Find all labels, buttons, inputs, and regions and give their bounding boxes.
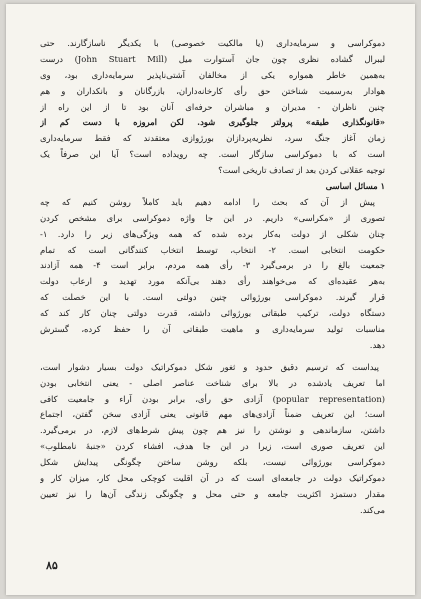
text-line: به‌همین خاطر همواره یکی از مخالفان آشتی‌ناپذیر سرمایه‌داری بود، وی <box>40 69 385 80</box>
text-line: دموکراسی بورژوائی نیست، بلکه روشن ساختن چگونگی پیدایش شکل <box>40 457 385 468</box>
page-number: ۸۵ <box>46 559 58 572</box>
text-line: چنان شکلی از دولت به‌کار برده شده که همه ویژگی‌های زیر را دارد. ۱- <box>40 228 385 239</box>
text-line: پیش از آن که بحث را ادامه دهیم باید کاملاً روشن کنیم که چه <box>40 196 375 207</box>
text-line: به‌هر عقیده‌ای که می‌خواهند رأی دهند بی‌آنکه مورد تهدید و ارعاب دولت <box>40 276 385 287</box>
text-line: داشتن، سازماندهی و نوشتن را نیز هم چون پیش شرط‌های لازم، در برمی‌گیرد. <box>40 425 385 436</box>
text-line: چنین ناظران - مدیران و مباشران حرفه‌ای آنان بود تا از این راه از <box>40 101 385 112</box>
paragraph-1 <box>40 36 385 179</box>
text-line: هوادار به‌رسمیت شناختن حق رأی کارخانه‌داران، بازرگانان و بانکداران و هم <box>40 85 385 96</box>
paragraph-3 <box>40 360 385 519</box>
text-line: دهد. <box>369 339 385 350</box>
text-line: توجیه عقلانی کردن بعد از تصادف تاریخی است؟ <box>218 165 385 176</box>
text-line: این تعریف صوری است، زیرا در این جا هدف، افشاء کردن «جنبهٔ نامطلوب» <box>40 441 385 452</box>
page-text <box>40 36 385 519</box>
text-line: (popular representation) آزادی حق رأی، برابر بودن آراء و جامعیت کافی <box>40 393 385 404</box>
text-line: حکومت انتخابی است. ۲- انتخاب، توسط انتخاب کنندگانی است که تمام <box>40 244 385 255</box>
text-line: دموکراتیک دولت در جامعه‌ای است که در آن اقلیت کوچکی محل کار، میزان کار و <box>40 473 385 484</box>
paragraph-2 <box>40 179 385 354</box>
text-line: پیداست که ترسیم دقیق حدود و ثغور شکل دموکراتیک دولت بسیار دشوار است، <box>40 361 379 372</box>
text-line: زمان آغاز جنگ سرد، نظریه‌پردازان بورژوازی معتقدند که فقط سرمایه‌داری <box>40 133 385 144</box>
text-line: اما تعریف یادشده در بالا برای شناخت عناصر اصلی - یعنی انتخابی بودن <box>40 377 385 388</box>
text-line: تصوری از «مکراسی» داریم. در این جا واژه دموکراسی برای مشخص کردن <box>40 212 385 223</box>
book-page <box>6 4 415 595</box>
text-line: لیبرال گشاده نظری چون جان آستوارت میل (John Stuart Mill) درست <box>40 53 385 64</box>
text-line: دموکراسی و سرمایه‌داری (یا مالکیت خصوصی) با یکدیگر ناسازگارند. حتی <box>40 38 385 48</box>
text-line: مناسبات تولید سرمایه‌داری و ماهیت طبقاتی آن را حفظ کرده، گسترش <box>40 324 385 335</box>
section-heading: ۱ مسائل اساسی <box>325 181 385 192</box>
text-line: است؛ این تعریف ضمناً آزادی‌های مهم قانونی یعنی آزادی سخن گفتن، اجتماع <box>40 409 385 420</box>
text-line: جمعیت بالغ را در برمی‌گیرد ۳- رأی همه مردم، برابر است ۴- همه آزادند <box>40 260 385 271</box>
text-line: دستگاه دولت، ترکیب طبقاتی بورژوائی داشته، قدرت دولتی چنان کار کند که <box>40 308 385 319</box>
text-line: می‌کند. <box>359 504 385 515</box>
text-line: مقدار دستمزد اکثریت جامعه و حتی محل و چگونگی زندگی آن‌ها را نیز تعیین <box>40 488 385 499</box>
text-line: «قانونگذاری طبقه» پرولتر جلوگیری شود. لکن امروزه با دست کم از <box>40 117 385 128</box>
text-line: قرار گیرند. دموکراسی بورژوائی چنین دولتی است. با این خصلت که <box>40 292 385 303</box>
text-line: است که با دموکراسی سازگار است. چه رویداده است؟ آیا این صرفاً یک <box>40 149 385 160</box>
